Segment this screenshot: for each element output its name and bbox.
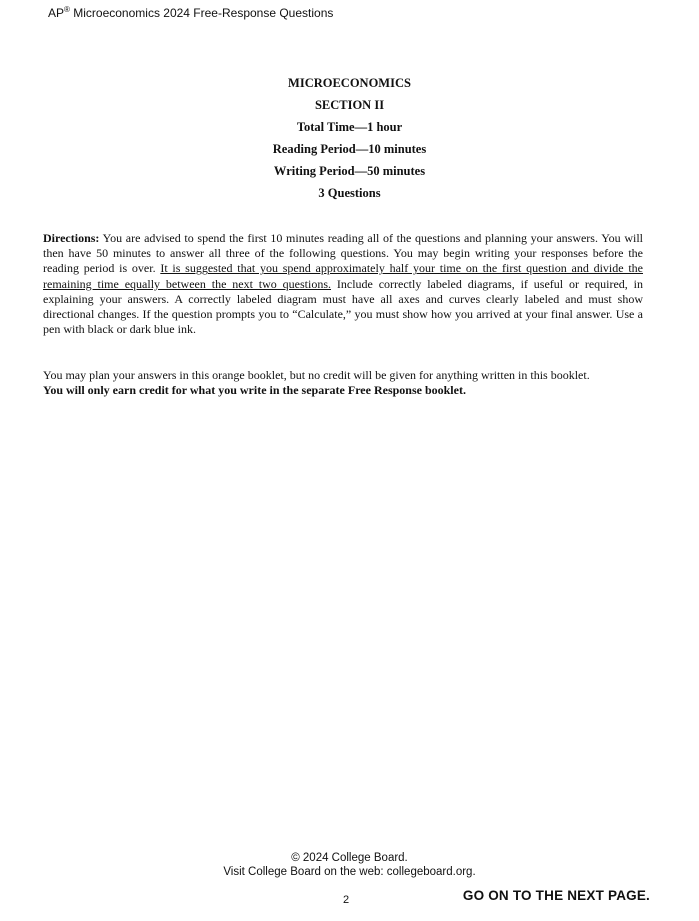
website-text: Visit College Board on the web: collegeboard.org.	[223, 866, 476, 878]
directions-label: Directions:	[43, 231, 100, 245]
question-count: 3 Questions	[318, 186, 381, 200]
plan-note-paragraph	[43, 368, 643, 398]
directions-text-2: Include correctly labeled diagrams, if useful or required, in explaining your answers. A correctly labeled diagram must have all axes and curves clearly labeled and must show directional changes. If the question prompts you to “Calculate,” you must show how you arrived at your final answer. Use a pen with black or dark blue ink.	[43, 276, 644, 337]
copyright-text: © 2024 College Board.	[291, 852, 408, 864]
header-title: Microeconomics 2024 Free-Response Questions	[69, 6, 334, 20]
plan-note-line-2: You will only earn credit for what you write in the separate Free Response booklet.	[43, 383, 466, 398]
plan-note-line-1: You may plan your answers in this orange booklet, but no credit will be given for anything written in this booklet.	[43, 368, 590, 382]
registered-mark: ®	[64, 5, 70, 14]
header-brand: AP	[48, 6, 65, 20]
page-header	[48, 6, 333, 20]
subject-title: MICROECONOMICS	[288, 76, 411, 90]
footer-copyright-block	[0, 851, 699, 879]
go-on-next-page: GO ON TO THE NEXT PAGE.	[462, 888, 650, 903]
page-number: 2	[343, 894, 350, 906]
directions-paragraph	[43, 231, 643, 337]
directions-text-1: You are advised to spend the first 10 minutes reading all of the questions and planning your answers. You will then have 50 minutes to answer all three of the following questions. You may begin writing your responses before the reading period is over.	[43, 231, 643, 276]
total-time: Total Time—1 hour	[296, 120, 403, 134]
directions-underlined-text: It is suggested that you spend approximately half your time on the first question and divide the remaining time equally between the next two questions.	[43, 261, 643, 291]
section-title-block	[0, 75, 699, 207]
reading-period: Reading Period—10 minutes	[272, 142, 427, 156]
section-title: SECTION II	[314, 98, 385, 112]
writing-period: Writing Period—50 minutes	[273, 164, 426, 178]
